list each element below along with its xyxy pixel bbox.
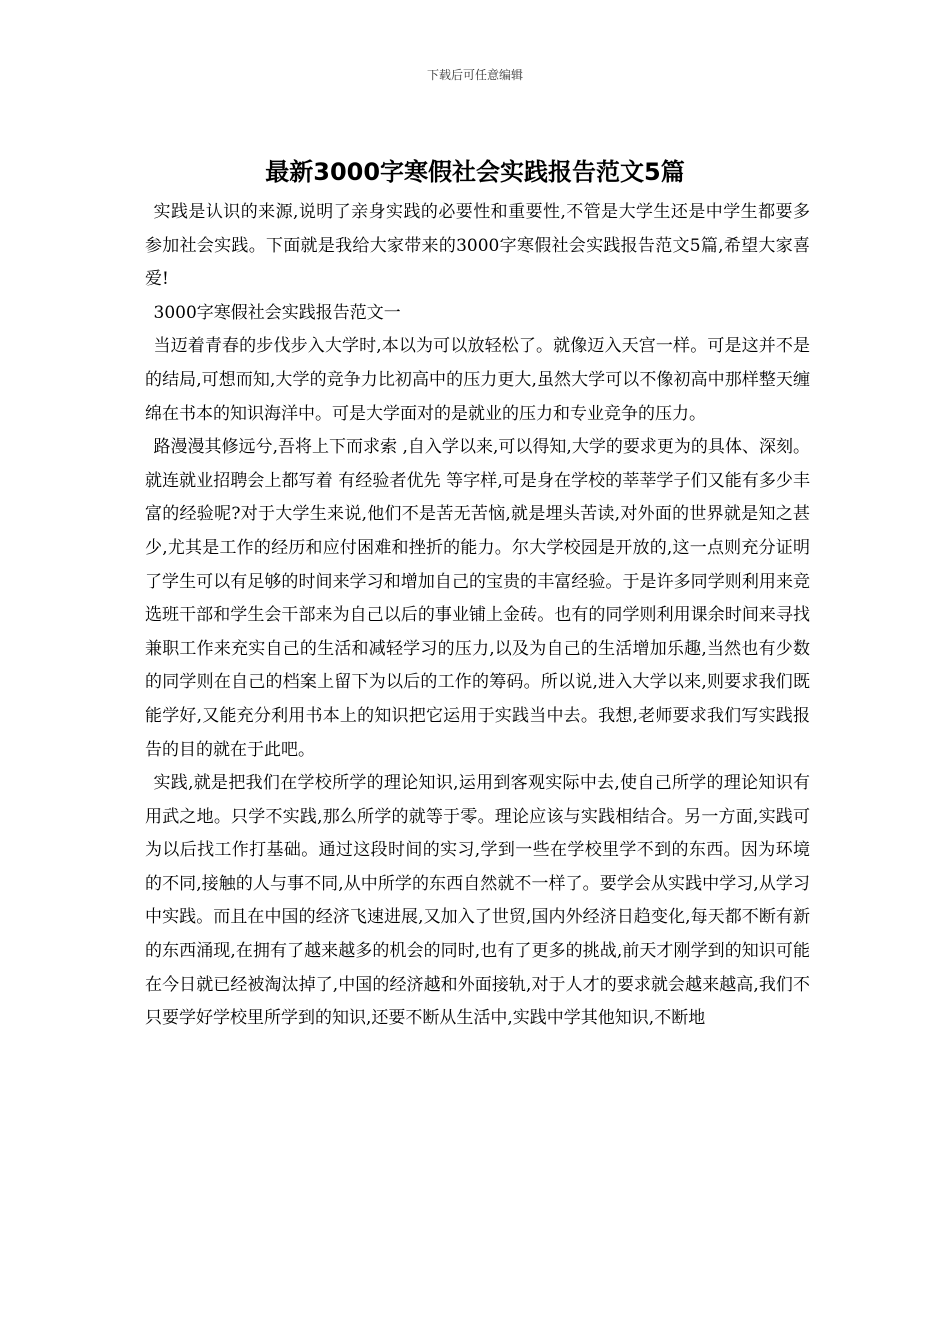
paragraph: 路漫漫其修远兮,吾将上下而求索 ,自入学以来,可以得知,大学的要求更为的具体、深刻。就连就业招聘会上都写着 有经验者优先 等字样,可是身在学校的莘莘学子们又能有多少丰富的经验呢?对于大学生来说,他们不是苦无苦恼,就是埋头苦读,对外面的世界就是知之甚少,尤其是工作的经历和应付困难和挫折的能力。尔大学校园是开放的,这一点则充分证明了学生可以有足够的时间来学习和增加自己的宝贵的丰富经验。于是许多同学则利用来竞选班干部和学生会干部来为自己以后的事业铺上金砖。也有的同学则利用课余时间来寻找兼职工作来充实自己的生活和减轻学习的压力,以及为自己的生活增加乐趣,当然也有少数的同学则在自己的档案上留下为以后的工作的筹码。所以说,进入大学以来,则要求我们既能学好,又能充分利用书本上的知识把它运用于实践当中去。我想,老师要求我们写实践报告的目的就在于此吧。 [145, 437, 810, 760]
paragraph: 实践,就是把我们在学校所学的理论知识,运用到客观实际中去,使自己所学的理论知识有用武之地。只学不实践,那么所学的就等于零。理论应该与实践相结合。另一方面,实践可为以后找工作打基础。通过这段时间的实习,学到一些在学校里学不到的东西。因为环境的不同,接触的人与事不同,从中所学的东西自然就不一样了。要学会从实践中学习,从学习中实践。而且在中国的经济飞速进展,又加入了世贸,国内外经济日趋变化,每天都不断有新的东西涌现,在拥有了越来越多的机会的同时,也有了更多的挑战,前天才刚学到的知识可能在今日就已经被淘汰掉了,中国的经济越和外面接轨,对于人才的要求就会越来越高,我们不只要学好学校里所学到的知识,还要不断从生活中,实践中学其他知识,不断地 [145, 773, 810, 1029]
header-note: 下载后可任意编辑 [426, 68, 523, 82]
page-title: 最新3000字寒假社会实践报告范文5篇 [265, 158, 685, 186]
document-body [145, 196, 810, 1036]
paragraph-intro: 实践是认识的来源,说明了亲身实践的必要性和重要性,不管是大学生还是中学生都要多参加社会实践。下面就是我给大家带来的3000字寒假社会实践报告范文5篇,希望大家喜爱! [145, 202, 810, 290]
section-heading: 3000字寒假社会实践报告范文一 [153, 302, 401, 323]
paragraph: 当迈着青春的步伐步入大学时,本以为可以放轻松了。就像迈入天宫一样。可是这并不是的结局,可想而知,大学的竞争力比初高中的压力更大,虽然大学可以不像初高中那样整天缠绵在书本的知识海洋中。可是大学面对的是就业的压力和专业竞争的压力。 [145, 336, 810, 424]
